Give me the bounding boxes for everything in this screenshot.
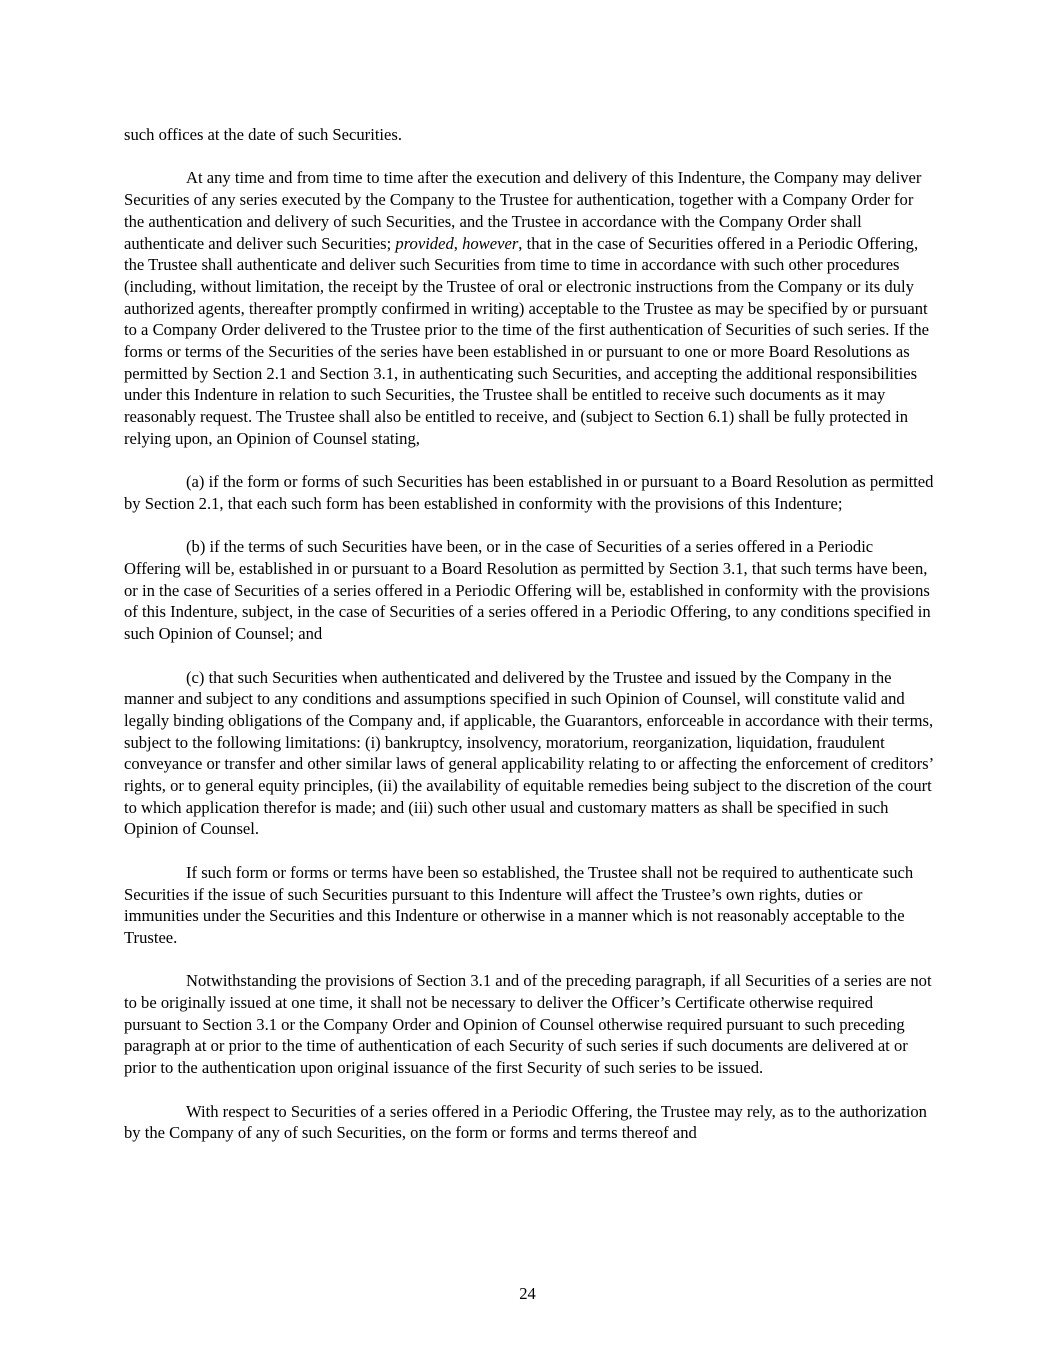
document-body xyxy=(124,124,934,1166)
paragraph-clause-c: (c) that such Securities when authenticated and delivered by the Trustee and issued by the Company in the manner and subject to any conditions and assumptions specified in such Opinion of Counsel, will constitute valid and legally binding obligations of the Company and, if applicable, the Guarantors, enforceable in accordance with their terms, subject to the following limitations: (i) bankruptcy, insolvency, moratorium, reorganization, liquidation, fraudulent conveyance or transfer and other similar laws of general applicability relating to or affecting the enforcement of creditors’ rights, or to general equity principles, (ii) the availability of equitable remedies being subject to the discretion of the court to which application therefor is made; and (iii) such other usual and customary matters as shall be specified in such Opinion of Counsel. xyxy=(124,667,934,839)
paragraph-clause-b: (b) if the terms of such Securities have been, or in the case of Securities of a series offered in a Periodic Offering will be, established in or pursuant to a Board Resolution as permitted by Section 3.1, that such terms have been, or in the case of Securities of a series offered in a Periodic Offering will be, established in conformity with the provisions of this Indenture, subject, in the case of Securities of a series offered in a Periodic Offering, to any conditions specified in such Opinion of Counsel; and xyxy=(124,537,931,644)
paragraph-periodic-offering: With respect to Securities of a series offered in a Periodic Offering, the Trustee may rely, as to the authorization by the Company of any of such Securities, on the form or forms and terms thereof and xyxy=(124,1101,927,1143)
paragraph-authentication-delivery xyxy=(124,167,934,449)
page-number: 24 xyxy=(519,1284,536,1303)
paragraph-notwithstanding: Notwithstanding the provisions of Section 3.1 and of the preceding paragraph, if all Securities of a series are not to be originally issued at one time, it shall not be necessary to deliver the Officer’s Certificate otherwise required pursuant to Section 3.1 or the Company Order and Opinion of Counsel otherwise required pursuant to such preceding paragraph at or prior to the time of authentication of each Security of such series if such documents are delivered at or prior to the authentication upon original issuance of the first Security of such series to be issued. xyxy=(124,971,932,1078)
paragraph-text: , that in the case of Securities offered in a Periodic Offering, the Trustee shall authenticate and deliver such Securities from time to time in accordance with such other procedures (including, without limitation, the receipt by the Trustee of oral or electronic instructions from the Company or its duly authorized agents, thereafter promptly confirmed in writing) acceptable to the Trustee as may be specified by or pursuant to a Company Order delivered to the Trustee prior to the time of the first authentication of Securities of such series. If the forms or terms of the Securities of the series have been established in or pursuant to one or more Board Resolutions as permitted by Section 2.1 and Section 3.1, in authenticating such Securities, and accepting the additional responsibilities under this Indenture in relation to such Securities, the Trustee shall be entitled to receive such documents as it may reasonably request. The Trustee shall also be entitled to receive, and (subject to Section 6.1) shall be fully protected in relying upon, an Opinion of Counsel stating, xyxy=(124,233,930,448)
paragraph-text: At any time and from time to time after the execution and delivery of this Indenture, the Company may deliver Securities of any series executed by the Company to the Trustee for authentication, together with a Company Order for the authentication and delivery of such Securities, and the Trustee in accordance with the Company Order shall authenticate and deliver such Securities; xyxy=(124,168,922,253)
paragraph-continuation: such offices at the date of such Securities. xyxy=(124,125,403,144)
paragraph-clause-a: (a) if the form or forms of such Securities has been established in or pursuant to a Board Resolution as permitted by Section 2.1, that each such form has been established in conformity with the provisions of this Indenture; xyxy=(124,472,934,513)
paragraph-trustee-rights: If such form or forms or terms have been so established, the Trustee shall not be required to authenticate such Securities if the issue of such Securities pursuant to this Indenture will affect the Trustee’s own rights, duties or immunities under the Securities and this Indenture or otherwise in a manner which is not reasonably acceptable to the Trustee. xyxy=(124,862,914,947)
paragraph-text: , xyxy=(453,233,463,253)
italic-term-provided: provided xyxy=(395,233,454,253)
italic-term-however: however xyxy=(462,233,519,253)
